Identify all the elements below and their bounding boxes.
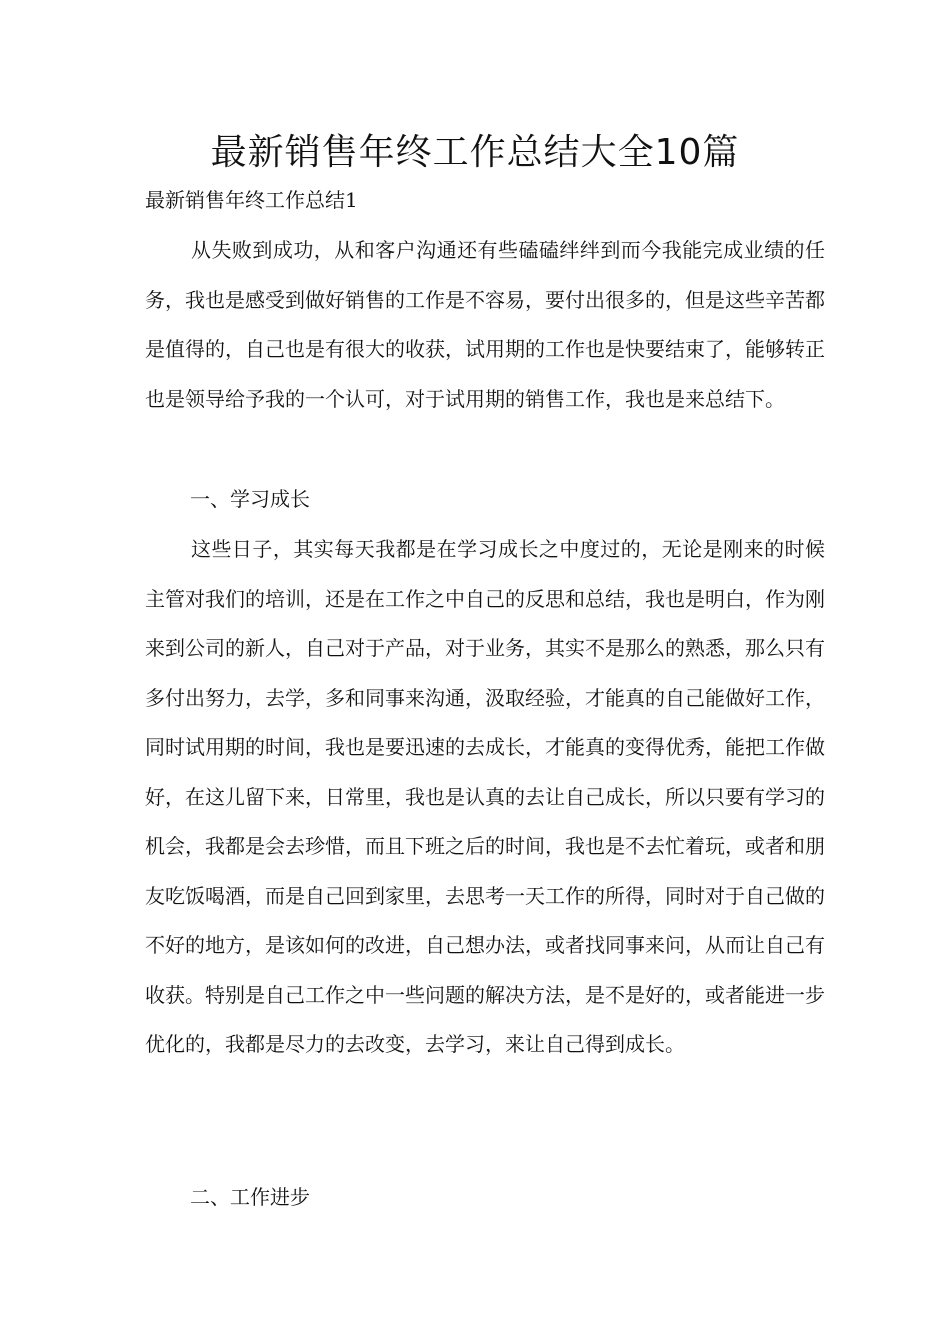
section-heading-learning: 一、学习成长 [190, 487, 310, 511]
paragraph-learning: 这些日子，其实每天我都是在学习成长之中度过的，无论是刚来的时候主管对我们的培训，还是在工作之中自己的反思和总结，我也是明白，作为刚来到公司的新人，自己对于产品，对于业务，其实不是那么的熟悉，那么只有多付出努力，去学，多和同事来沟通，汲取经验，才能真的自己能做好工作，同时试用期的时间，我也是要迅速的去成长，才能真的变得优秀，能把工作做好，在这儿留下来，日常里，我也是认真的去让自己成长，所以只要有学习的机会，我都是会去珍惜，而且下班之后的时间，我也是不去忙着玩，或者和朋友吃饭喝酒，而是自己回到家里，去思考一天工作的所得，同时对于自己做的不好的地方，是该如何的改进，自己想办法，或者找同事来问，从而让自己有收获。特别是自己工作之中一些问题的解决方法，是不是好的，或者能进一步优化的，我都是尽力的去改变，去学习，来让自己得到成长。 [145, 537, 825, 1056]
document-subtitle: 最新销售年终工作总结1 [145, 188, 358, 212]
section-heading-progress: 二、工作进步 [190, 1185, 310, 1209]
document-title: 最新销售年终工作总结大全10篇 [210, 132, 740, 173]
paragraph-intro: 从失败到成功，从和客户沟通还有些磕磕绊绊到而今我能完成业绩的任务，我也是感受到做好销售的工作是不容易，要付出很多的，但是这些辛苦都是值得的，自己也是有很大的收获，试用期的工作也是快要结束了，能够转正也是领导给予我的一个认可，对于试用期的销售工作，我也是来总结下。 [145, 238, 825, 411]
